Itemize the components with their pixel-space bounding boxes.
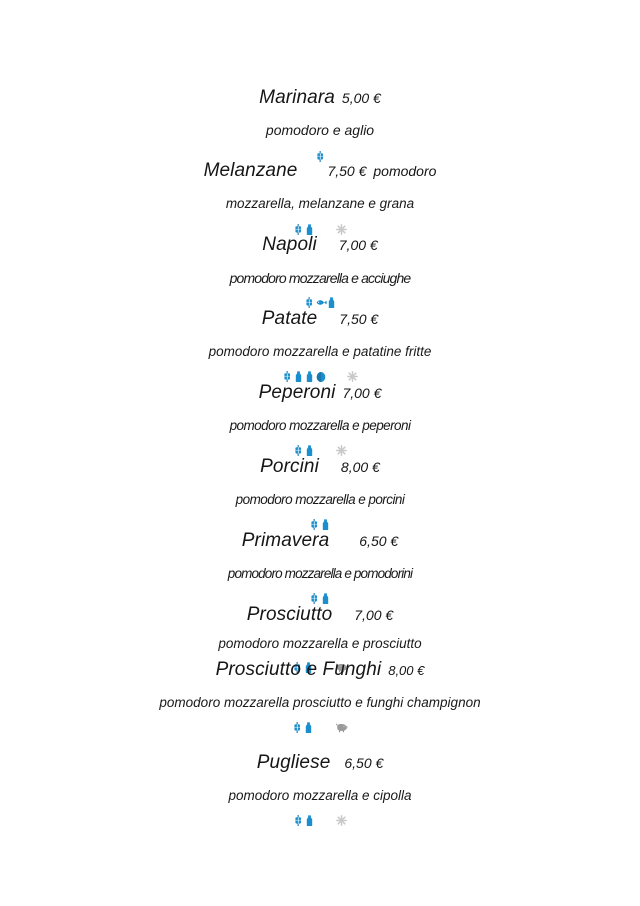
fish-icon	[316, 297, 325, 308]
menu-item-description: pomodoro mozzarella e pomodorini	[227, 566, 413, 581]
frozen-snowflake-icon	[347, 371, 358, 382]
menu-item-header	[0, 235, 640, 254]
menu-item-name: Pugliese	[256, 752, 331, 773]
menu-item-name: Prosciutto	[246, 604, 333, 625]
menu-item-price: 8,00 €	[340, 459, 380, 475]
gluten-icon	[305, 297, 314, 308]
allergen-icon-row	[0, 813, 640, 829]
milk-icon	[294, 371, 303, 382]
egg-icon	[316, 371, 325, 382]
frozen-snowflake-icon	[336, 815, 347, 826]
pork-pig-icon	[335, 722, 348, 733]
menu-item-name: Peperoni	[258, 382, 336, 403]
menu-item	[0, 531, 640, 607]
menu-item-name: Marinara	[259, 87, 335, 108]
menu-item-price: 7,50 €	[339, 311, 379, 327]
menu-item-name: Patate	[261, 308, 318, 329]
gluten-icon	[283, 371, 292, 382]
menu-item	[0, 235, 640, 311]
menu-item-description: pomodoro mozzarella e patatine fritte	[208, 344, 432, 359]
menu-item-description: pomodoro mozzarella e peperoni	[229, 418, 411, 433]
menu-item-price: 7,00 €	[342, 385, 382, 401]
menu-item-price: 5,00 €	[341, 90, 381, 106]
menu-item-description: pomodoro mozzarella e prosciutto	[218, 636, 422, 651]
menu-item-name: Primavera	[241, 530, 330, 551]
gluten-icon	[294, 445, 303, 456]
menu-item-description: pomodoro mozzarella e porcini	[235, 492, 405, 507]
menu-item-header	[0, 309, 640, 328]
menu-item-description: pomodoro mozzarella e acciughe	[229, 270, 411, 286]
menu-item-price: 7,00 €	[338, 237, 378, 253]
allergen-icon-row	[0, 720, 640, 736]
menu-item-price: 6,50 €	[359, 533, 399, 549]
menu-item-header	[0, 753, 640, 772]
frozen-snowflake-icon	[336, 445, 347, 456]
menu-item-header	[0, 531, 640, 550]
menu-item	[0, 383, 640, 459]
menu-item-description: mozzarella, melanzane e grana	[225, 196, 415, 211]
frozen-snowflake-icon	[336, 224, 347, 235]
menu-item-description: pomodoro mozzarella e cipolla	[228, 788, 412, 803]
gluten-icon	[293, 722, 302, 733]
menu-item-price: 7,00 €	[354, 607, 394, 623]
menu-item-header	[0, 88, 640, 107]
menu-item-header	[0, 383, 640, 402]
milk-icon	[305, 815, 314, 826]
menu-item-price-suffix: pomodoro	[373, 163, 437, 179]
gluten-icon	[310, 593, 319, 604]
menu-item-name: Porcini	[260, 456, 319, 477]
milk-icon	[305, 371, 314, 382]
menu-item-name: Prosciutto e Funghi	[215, 659, 382, 680]
milk-icon	[327, 297, 336, 308]
menu-item-price: 6,50 €	[344, 755, 384, 771]
menu-item-price: 7,50 €	[327, 163, 367, 179]
menu-item	[0, 309, 640, 385]
milk-icon	[321, 519, 330, 530]
menu-item-header	[0, 161, 640, 180]
gluten-icon	[310, 519, 319, 530]
menu-item-name: Melanzane	[203, 160, 298, 181]
menu-item-description: pomodoro e aglio	[265, 122, 375, 138]
milk-icon	[321, 593, 330, 604]
menu-item-name: Napoli	[262, 234, 317, 255]
gluten-icon	[294, 815, 303, 826]
menu-item	[0, 753, 640, 829]
menu-item-price: 8,00 €	[388, 663, 425, 678]
menu-item	[0, 161, 640, 238]
menu-item	[0, 88, 640, 165]
milk-icon	[305, 445, 314, 456]
menu-item-header	[0, 605, 640, 624]
menu-item-header	[0, 660, 640, 679]
menu-item	[0, 660, 640, 736]
milk-icon	[304, 722, 313, 733]
menu-item	[0, 457, 640, 533]
menu-item-header	[0, 457, 640, 476]
menu-item-description: pomodoro mozzarella prosciutto e funghi champignon	[159, 695, 481, 710]
